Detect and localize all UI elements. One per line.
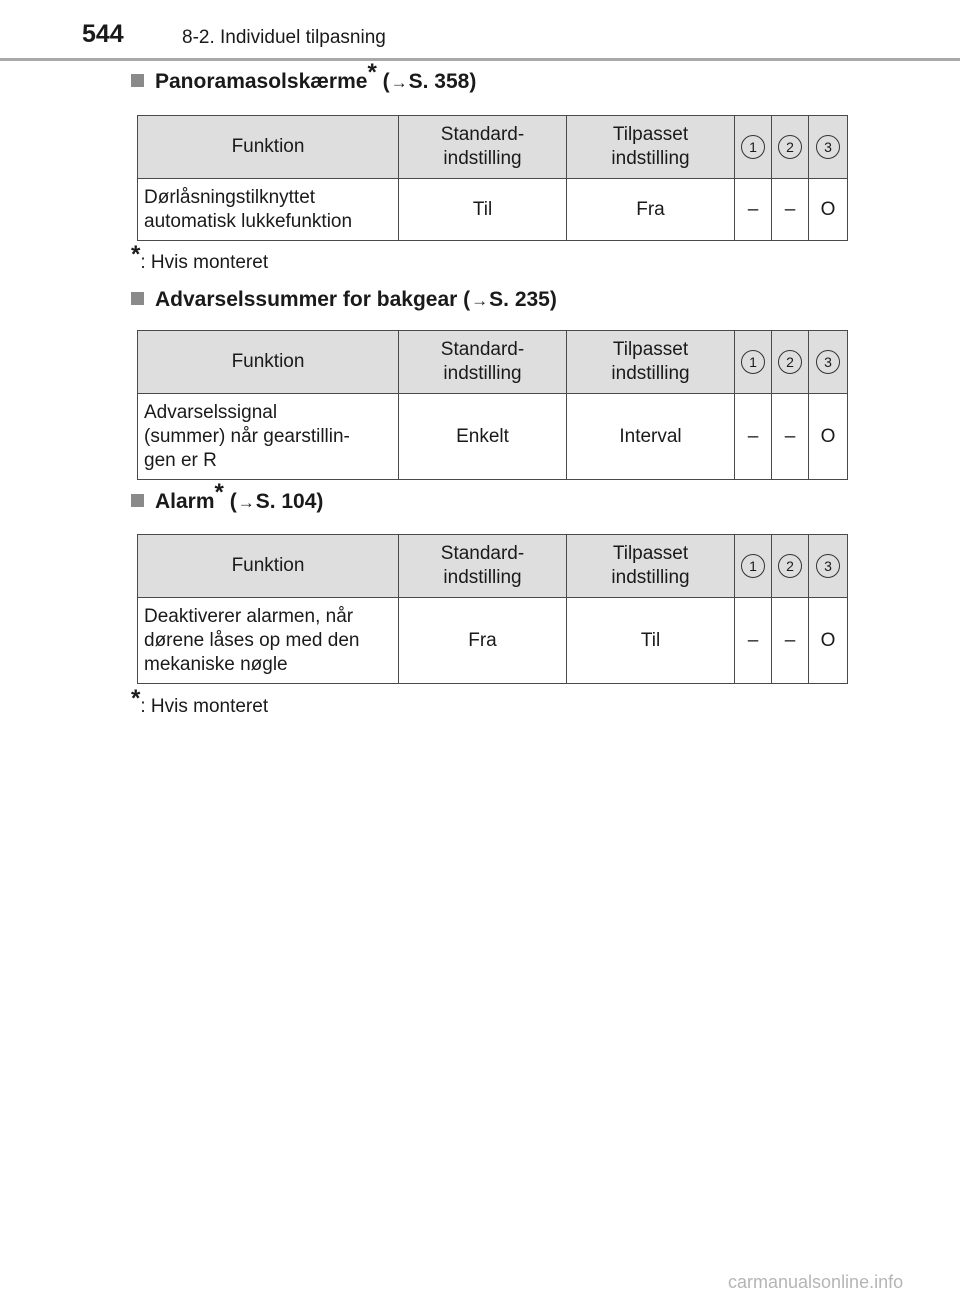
arrow-right-icon: → xyxy=(237,493,255,512)
header-default: Standard- indstilling xyxy=(399,331,567,394)
header-custom: Tilpasset indstilling xyxy=(567,331,735,394)
square-bullet-icon xyxy=(131,494,144,507)
asterisk-marker: * xyxy=(131,685,141,712)
cell-mode-2: – xyxy=(772,394,809,480)
header-mode-2 xyxy=(772,331,809,394)
cell-mode-2: – xyxy=(772,179,809,241)
cell-mode-3: O xyxy=(809,179,848,241)
header-custom: Tilpasset indstilling xyxy=(567,535,735,598)
cell-function: Advarselssignal (summer) når gearstillin- gen er R xyxy=(138,394,399,480)
asterisk-marker: * xyxy=(367,59,377,86)
cell-mode-2: – xyxy=(772,598,809,684)
table-header-row xyxy=(138,535,848,598)
arrow-right-icon: → xyxy=(390,73,408,92)
cell-mode-3: O xyxy=(809,598,848,684)
header-mode-1 xyxy=(735,331,772,394)
footnote-alarm xyxy=(131,685,269,718)
header-rule xyxy=(0,58,960,61)
header-custom: Tilpasset indstilling xyxy=(567,116,735,179)
table-header-row xyxy=(138,331,848,394)
page-reference[interactable]: S. 358) xyxy=(408,70,477,93)
table-row xyxy=(138,179,848,241)
circled-2-icon: 2 xyxy=(778,135,802,159)
settings-table-alarm xyxy=(137,534,848,684)
chapter-title: 8-2. Individuel tilpasning xyxy=(182,27,386,48)
watermark: carmanualsonline.info xyxy=(728,1272,904,1292)
asterisk-marker: * xyxy=(131,241,141,268)
square-bullet-icon xyxy=(131,292,144,305)
page-header xyxy=(0,0,960,62)
circled-3-icon: 3 xyxy=(816,554,840,578)
section-title: Alarm xyxy=(155,490,215,513)
square-bullet-icon xyxy=(131,74,144,87)
cell-custom: Fra xyxy=(567,179,735,241)
section-title: Advarselssummer for bakgear xyxy=(155,288,458,311)
cell-default: Til xyxy=(399,179,567,241)
page-reference[interactable]: S. 104) xyxy=(255,490,324,513)
header-mode-1 xyxy=(735,535,772,598)
footnote-text: : Hvis monteret xyxy=(140,696,269,717)
header-default: Standard- indstilling xyxy=(399,116,567,179)
circled-1-icon: 1 xyxy=(741,135,765,159)
circled-1-icon: 1 xyxy=(741,554,765,578)
cell-default: Enkelt xyxy=(399,394,567,480)
circled-3-icon: 3 xyxy=(816,135,840,159)
cell-mode-1: – xyxy=(735,179,772,241)
header-mode-2 xyxy=(772,116,809,179)
asterisk-marker: * xyxy=(214,479,224,506)
footnote-panorama xyxy=(131,241,269,274)
header-mode-3 xyxy=(809,116,848,179)
section-heading-panorama: Panoramasolskærme* (→S. 358) xyxy=(131,70,476,94)
table-row xyxy=(138,394,848,480)
page-number: 544 xyxy=(82,20,124,48)
section-heading-reverse-buzzer: Advarselssummer for bakgear (→S. 235) xyxy=(131,288,557,312)
header-default: Standard- indstilling xyxy=(399,535,567,598)
header-function: Funktion xyxy=(138,116,399,179)
settings-table-reverse-buzzer xyxy=(137,330,848,480)
table-row xyxy=(138,598,848,684)
circled-2-icon: 2 xyxy=(778,350,802,374)
circled-1-icon: 1 xyxy=(741,350,765,374)
cell-mode-1: – xyxy=(735,598,772,684)
cell-mode-3: O xyxy=(809,394,848,480)
cell-mode-1: – xyxy=(735,394,772,480)
section-title: Panoramasolskærme xyxy=(155,70,368,93)
header-mode-2 xyxy=(772,535,809,598)
page-reference[interactable]: S. 235) xyxy=(489,288,557,311)
table-header-row xyxy=(138,116,848,179)
cell-function: Dørlåsningstilknyttet automatisk lukkefunktion xyxy=(138,179,399,241)
cell-custom: Til xyxy=(567,598,735,684)
footnote-text: : Hvis monteret xyxy=(140,252,269,273)
cell-function: Deaktiverer alarmen, når dørene låses op med den mekaniske nøgle xyxy=(138,598,399,684)
header-mode-3 xyxy=(809,535,848,598)
section-heading-alarm: Alarm* (→S. 104) xyxy=(131,490,323,514)
header-function: Funktion xyxy=(138,535,399,598)
header-mode-3 xyxy=(809,331,848,394)
settings-table-panorama xyxy=(137,115,848,241)
header-mode-1 xyxy=(735,116,772,179)
cell-custom: Interval xyxy=(567,394,735,480)
arrow-right-icon: → xyxy=(471,291,489,310)
cell-default: Fra xyxy=(399,598,567,684)
circled-3-icon: 3 xyxy=(816,350,840,374)
header-function: Funktion xyxy=(138,331,399,394)
circled-2-icon: 2 xyxy=(778,554,802,578)
